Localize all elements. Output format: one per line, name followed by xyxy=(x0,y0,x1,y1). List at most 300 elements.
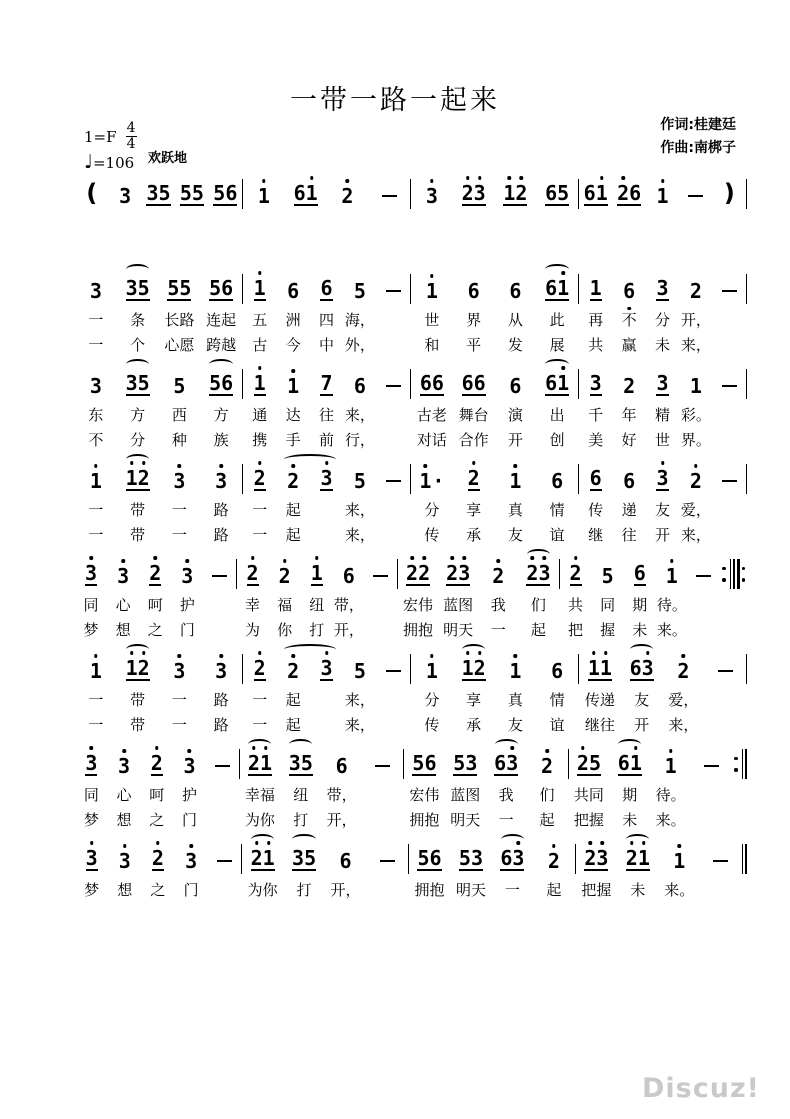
note-digit: 2 xyxy=(577,753,589,773)
lyric-syllable: 待。 xyxy=(655,786,686,804)
lyrics-row xyxy=(75,593,236,617)
note-group xyxy=(509,661,521,681)
lyric-syllable: 门 xyxy=(181,811,197,829)
lyric-syllable: 携 xyxy=(252,431,268,449)
note-digit: 3 xyxy=(117,566,129,586)
barline xyxy=(742,844,743,874)
high-octave-dot xyxy=(90,746,94,750)
note-digit: 6 xyxy=(545,276,558,300)
lyric-syllable: 起 xyxy=(285,716,301,734)
note-token xyxy=(377,263,410,307)
note-group xyxy=(85,753,97,776)
lyric-syllable: 呵 xyxy=(147,596,163,614)
note-group xyxy=(630,658,654,681)
lyric-syllable: 门 xyxy=(183,881,199,899)
lyric-syllable: 拥抱 xyxy=(414,881,445,899)
note-token xyxy=(445,738,486,782)
note-digit: 1 xyxy=(689,374,702,398)
time-denominator: 4 xyxy=(126,136,136,152)
composer-credit: 作曲:南梆子 xyxy=(660,140,736,156)
note-token xyxy=(713,453,746,497)
lyric-syllable: 来， xyxy=(344,501,375,519)
lyric-syllable: 演 xyxy=(507,406,523,424)
measure xyxy=(579,643,746,737)
note-group xyxy=(215,471,227,491)
note-token xyxy=(579,453,612,497)
notes-row xyxy=(242,833,408,877)
lyrics-row xyxy=(411,428,578,452)
lyric-syllable: 承 xyxy=(466,526,482,544)
note-token xyxy=(140,738,173,782)
lyric-syllable xyxy=(366,878,407,902)
note-group xyxy=(90,661,102,681)
note-group xyxy=(584,848,608,871)
lyric-syllable: 东 xyxy=(88,406,104,424)
lyric-syllable: 一 xyxy=(88,336,104,354)
note-token xyxy=(453,168,495,212)
notes-row xyxy=(576,833,742,877)
note-digit: 1 xyxy=(126,658,138,678)
dash-note xyxy=(215,765,230,768)
note-digit: 1 xyxy=(254,278,266,298)
note-digit: 2 xyxy=(548,851,560,871)
lyric-syllable: 一 xyxy=(252,501,268,519)
note-group xyxy=(618,753,642,776)
note-digit: 6 xyxy=(429,846,442,870)
score-line xyxy=(75,738,747,833)
note-digit: 3 xyxy=(185,851,197,871)
note-token xyxy=(75,263,117,307)
note-digit: 2 xyxy=(279,566,291,586)
high-octave-dot xyxy=(410,556,414,560)
lyric-syllable: 和 xyxy=(424,336,440,354)
note-digit: 6 xyxy=(419,371,432,395)
parenthesis: ) xyxy=(723,179,735,207)
lyric-syllable: 享 xyxy=(466,501,482,519)
note-digit: 6 xyxy=(623,281,635,301)
slur-arc xyxy=(126,454,149,465)
measure xyxy=(411,263,578,357)
note-digit: 1 xyxy=(426,281,438,301)
note-group xyxy=(545,373,569,396)
note-digit: 2 xyxy=(623,374,636,398)
lyric-syllable: 创 xyxy=(549,431,565,449)
lyric-syllable: 未 xyxy=(655,336,671,354)
lyric-syllable: 舞台 xyxy=(458,406,489,424)
note-digit: 6 xyxy=(221,371,234,395)
note-token xyxy=(107,548,139,592)
note-group xyxy=(248,753,272,776)
lyric-syllable: 起 xyxy=(285,691,301,709)
note-digit: 3 xyxy=(181,566,193,586)
high-octave-dot xyxy=(178,654,182,658)
note-digit: 2 xyxy=(462,183,474,203)
note-digit: 2 xyxy=(287,471,299,491)
note-digit: 5 xyxy=(353,469,366,493)
lyric-syllable: 待。 xyxy=(656,596,687,614)
notes-row xyxy=(75,643,242,687)
lyric-syllable: 界 xyxy=(466,311,482,329)
lyric-syllable: 一 xyxy=(88,691,104,709)
note-group xyxy=(590,278,602,301)
lyric-syllable: 承 xyxy=(466,716,482,734)
note-token xyxy=(269,548,301,592)
lyric-syllable: 来。 xyxy=(655,811,686,829)
note-group xyxy=(209,278,233,301)
barline xyxy=(745,749,748,779)
note-group xyxy=(251,848,275,871)
lyric-syllable: 未 xyxy=(632,621,648,639)
note-token xyxy=(237,548,269,592)
repeat-dots xyxy=(722,559,726,589)
lyric-syllable: 梦 xyxy=(84,881,100,899)
note-group xyxy=(336,756,348,776)
lyrics-row xyxy=(243,713,410,737)
measure xyxy=(404,738,568,832)
dash-note xyxy=(212,575,227,578)
notes-row xyxy=(75,168,242,212)
note-digit: 3 xyxy=(215,661,227,681)
lyrics-row xyxy=(75,523,242,547)
lyric-syllable: 爱， xyxy=(680,501,711,519)
lyric-syllable: 纽 xyxy=(293,786,309,804)
lyric-syllable: 彩。 xyxy=(680,406,711,424)
note-digit: 5 xyxy=(601,564,614,588)
note-group xyxy=(656,186,668,206)
measure xyxy=(579,358,746,452)
high-octave-dot xyxy=(258,651,262,655)
note-digit: 1 xyxy=(557,278,569,298)
note-group xyxy=(311,563,323,586)
note-token xyxy=(592,548,624,592)
note-token xyxy=(536,453,578,497)
note-digit: 1 xyxy=(462,658,474,678)
notes-row xyxy=(75,263,242,307)
lyric-syllable: 真 xyxy=(507,691,523,709)
note-token xyxy=(536,168,578,212)
note-digit: 2 xyxy=(138,658,150,678)
lyric-syllable: 心 xyxy=(116,786,132,804)
note-digit: 1 xyxy=(263,848,275,868)
notes-row xyxy=(411,168,578,212)
note-token xyxy=(700,833,741,877)
end-barline xyxy=(732,749,747,779)
high-octave-dot xyxy=(670,559,674,563)
lyric-syllable xyxy=(362,808,403,832)
note-token xyxy=(175,168,208,212)
lyric-syllable: 起 xyxy=(285,501,301,519)
high-octave-dot xyxy=(310,176,314,180)
note-group xyxy=(126,658,150,681)
lyrics-row xyxy=(579,333,746,357)
note-digit: 6 xyxy=(431,371,444,395)
high-octave-dot xyxy=(283,559,287,563)
note-group xyxy=(623,471,635,491)
note-token xyxy=(612,453,645,497)
lyrics-row xyxy=(75,878,241,902)
lyric-syllable: 对话 xyxy=(416,431,447,449)
note-token xyxy=(398,548,438,592)
note-digit: 5 xyxy=(167,276,180,300)
note-digit: 5 xyxy=(453,751,466,775)
note-token xyxy=(691,738,732,782)
note-token xyxy=(200,643,242,687)
note-digit: 5 xyxy=(300,751,313,775)
note-group xyxy=(446,563,470,586)
lyric-syllable: 一 xyxy=(252,691,268,709)
note-group xyxy=(468,281,480,301)
lyric-syllable: 好 xyxy=(621,431,637,449)
note-digit: 5 xyxy=(588,751,601,775)
lyric-syllable: 来， xyxy=(344,526,375,544)
dash-note xyxy=(386,480,401,483)
note-group xyxy=(545,278,569,301)
lyric-syllable: 方 xyxy=(130,406,146,424)
note-digit: 2 xyxy=(149,563,161,583)
lyric-syllable: 纽 xyxy=(309,596,325,614)
lyric-syllable: 打 xyxy=(296,881,312,899)
note-group xyxy=(254,373,266,396)
note-token xyxy=(478,548,518,592)
note-digit: 3 xyxy=(146,181,159,205)
lyric-syllable: 未 xyxy=(622,811,638,829)
note-digit: 1 xyxy=(426,661,438,681)
notes-row xyxy=(411,263,578,307)
note-digit: 5 xyxy=(191,181,204,205)
end-barline xyxy=(746,274,747,304)
lyric-syllable: 来。 xyxy=(664,881,695,899)
lyrics-row xyxy=(75,498,242,522)
note-token xyxy=(495,358,537,402)
note-token xyxy=(377,358,410,402)
note-group xyxy=(551,661,563,681)
note-digit: 3 xyxy=(119,851,131,871)
measure xyxy=(243,263,410,357)
augmentation-dot: · xyxy=(432,469,445,493)
lyric-syllable: 开 xyxy=(507,431,523,449)
notes-row xyxy=(411,453,578,497)
lyric-syllable: 洲 xyxy=(285,311,301,329)
note-group xyxy=(90,281,102,301)
lyric-syllable: 情 xyxy=(549,501,565,519)
note-token xyxy=(368,168,410,212)
note-digit: 3 xyxy=(89,374,102,398)
note-token xyxy=(321,738,362,782)
lyrics-row xyxy=(243,333,410,357)
lyric-syllable: 条 xyxy=(130,311,146,329)
high-octave-dot xyxy=(589,841,593,845)
note-group xyxy=(541,756,553,776)
lyrics-row xyxy=(243,523,410,547)
lyric-syllable: 友 xyxy=(507,526,523,544)
lyrics-row xyxy=(75,713,242,737)
lyric-syllable: 起 xyxy=(285,526,301,544)
note-token xyxy=(327,168,369,212)
note-token xyxy=(203,548,235,592)
lyric-syllable: 古老 xyxy=(416,406,447,424)
note-digit: 1 xyxy=(254,373,266,393)
note-digit: 2 xyxy=(446,563,458,583)
note-token xyxy=(285,168,327,212)
measure xyxy=(75,263,242,357)
note-group xyxy=(146,183,170,206)
note-digit: 3 xyxy=(596,848,608,868)
note-group xyxy=(577,753,601,776)
note-token xyxy=(646,453,679,497)
notes-row xyxy=(243,263,410,307)
slur-arc xyxy=(284,454,336,465)
lyric-syllable xyxy=(365,593,397,617)
lyric-syllable: 行， xyxy=(344,431,375,449)
dash-note xyxy=(380,860,395,863)
high-octave-dot xyxy=(508,176,512,180)
lyric-syllable: 之 xyxy=(147,621,163,639)
note-group xyxy=(126,468,150,491)
note-group xyxy=(340,851,352,871)
note-group xyxy=(126,373,150,396)
high-octave-dot xyxy=(121,559,125,563)
lyric-syllable: 想 xyxy=(115,621,131,639)
notes-row xyxy=(243,358,410,402)
lyric-syllable: 发 xyxy=(507,336,523,354)
lyric-syllable xyxy=(206,808,239,832)
note-token xyxy=(679,453,712,497)
note-digit: 2 xyxy=(468,468,480,488)
lyric-syllable: 谊 xyxy=(549,526,565,544)
lyrics-row xyxy=(579,403,746,427)
note-digit: 3 xyxy=(173,661,185,681)
lyric-syllable: 来， xyxy=(680,526,711,544)
lyric-syllable: 西 xyxy=(171,406,187,424)
note-digit: 5 xyxy=(179,276,192,300)
lyrics-row xyxy=(75,403,242,427)
note-token xyxy=(453,453,495,497)
note-group xyxy=(673,851,685,871)
note-group xyxy=(509,471,521,491)
note-group xyxy=(426,281,438,301)
high-octave-dot xyxy=(520,176,524,180)
note-digit: 6 xyxy=(342,564,355,588)
lyric-syllable xyxy=(377,688,410,712)
note-group xyxy=(117,566,129,586)
note-token xyxy=(75,358,117,402)
lyric-syllable: 世 xyxy=(655,431,671,449)
note-group xyxy=(292,848,316,871)
note-group xyxy=(420,373,444,396)
lyric-syllable: 同 xyxy=(83,596,99,614)
lyric-syllable: 之 xyxy=(149,811,165,829)
lyrics-row xyxy=(404,783,568,807)
note-token xyxy=(679,168,712,212)
lyric-syllable: 界。 xyxy=(680,431,711,449)
note-group xyxy=(459,848,483,871)
lyric-syllable xyxy=(704,688,746,712)
lyric-syllable: 来， xyxy=(344,716,375,734)
repeat-dots xyxy=(742,559,746,589)
quarter-note-icon: ♩ xyxy=(84,151,93,173)
note-digit: 1 xyxy=(509,661,521,681)
note-token xyxy=(301,548,333,592)
lyric-syllable xyxy=(377,333,410,357)
lyric-syllable: 享 xyxy=(466,691,482,709)
measure xyxy=(576,833,742,902)
note-digit: 1 xyxy=(503,183,515,203)
lyrics-row xyxy=(411,308,578,332)
note-group xyxy=(213,183,237,206)
note-digit: 1 xyxy=(306,183,318,203)
note-digit: 6 xyxy=(545,181,558,205)
note-group xyxy=(526,563,550,586)
lyric-syllable: 一 xyxy=(88,526,104,544)
note-token xyxy=(659,833,700,877)
dash-note xyxy=(386,290,401,293)
slur-arc xyxy=(462,644,485,655)
high-octave-dot xyxy=(450,556,454,560)
note-group xyxy=(254,658,266,681)
note-digit: 7 xyxy=(320,371,333,395)
lyric-syllable: 想 xyxy=(117,881,133,899)
note-group xyxy=(167,278,191,301)
high-octave-dot xyxy=(153,556,157,560)
notes-row xyxy=(75,453,242,497)
note-group xyxy=(354,281,366,301)
note-digit: 3 xyxy=(589,371,602,395)
high-octave-dot xyxy=(661,179,665,183)
measure xyxy=(411,168,578,212)
note-token xyxy=(704,643,746,687)
note-group xyxy=(254,278,266,301)
note-digit: 3 xyxy=(288,751,301,775)
note-token xyxy=(533,833,574,877)
note-token xyxy=(108,833,141,877)
barline xyxy=(742,749,743,779)
dash-note xyxy=(713,860,728,863)
note-token xyxy=(453,358,495,402)
note-digit: 2 xyxy=(474,658,486,678)
lyrics-row xyxy=(75,808,239,832)
high-octave-dot xyxy=(592,651,596,655)
note-digit: 6 xyxy=(287,279,300,303)
lyrics-row xyxy=(75,688,242,712)
note-digit: 6 xyxy=(424,751,437,775)
note-token xyxy=(243,453,276,497)
note-token xyxy=(576,833,617,877)
high-octave-dot xyxy=(424,464,428,468)
note-group xyxy=(341,186,353,206)
watermark: Discuz! xyxy=(642,1073,760,1104)
time-signature xyxy=(126,121,137,152)
note-digit: 2 xyxy=(251,848,263,868)
high-octave-dot xyxy=(346,179,350,183)
dash-note xyxy=(386,670,401,673)
note-digit: 5 xyxy=(209,371,222,395)
slur-arc xyxy=(527,549,549,560)
end-barline xyxy=(746,464,747,494)
lyric-syllable xyxy=(310,688,343,712)
note-group xyxy=(570,563,582,586)
lyric-syllable: 梦 xyxy=(83,811,99,829)
note-digit: 1 xyxy=(287,376,299,396)
lyric-syllable: 传 xyxy=(424,716,440,734)
note-token xyxy=(579,168,612,212)
lyric-syllable: 幸福 xyxy=(244,786,275,804)
note-digit: 2 xyxy=(254,658,266,678)
lyric-syllable: 们 xyxy=(539,786,555,804)
lyric-syllable xyxy=(713,523,746,547)
lyric-syllable: 古 xyxy=(252,336,268,354)
lyric-syllable xyxy=(377,498,410,522)
note-digit: 3 xyxy=(86,848,98,868)
